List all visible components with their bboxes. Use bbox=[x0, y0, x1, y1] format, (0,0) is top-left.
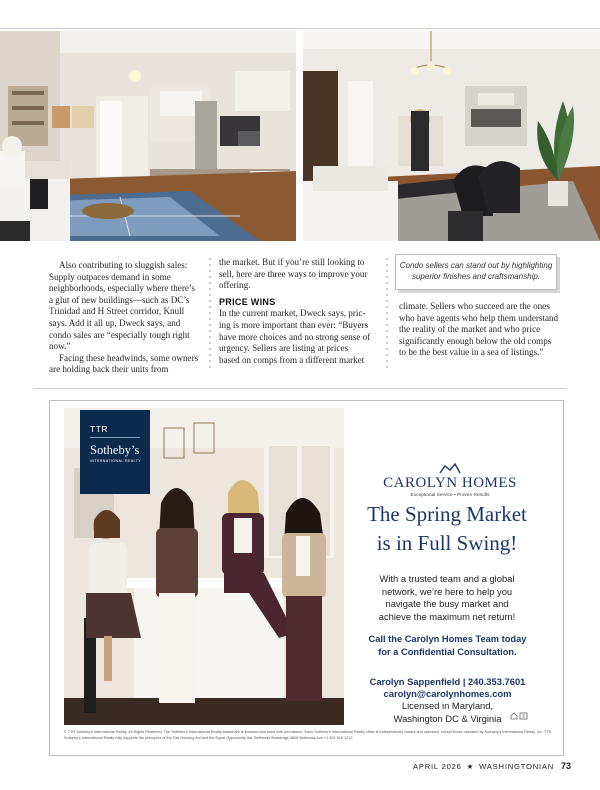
headline-line-2: is in Full Swing! bbox=[376, 531, 518, 555]
sothebys-subline: INTERNATIONAL REALTY bbox=[90, 459, 142, 463]
column-separator-dots bbox=[208, 256, 212, 370]
brand-name: CAROLYN HOMES bbox=[383, 475, 517, 491]
column-3-paragraph-1: climate. Sellers who succeed are the ones who have agents who help them understand the reality of the market and who price significantly enough below the old comps to be the best value in a sea of listings.” bbox=[399, 301, 559, 358]
body-line-2: network, we’re here to help you bbox=[381, 585, 513, 597]
brand-tagline: Exceptional Service • Proven Results bbox=[410, 493, 490, 498]
cta-line-1: Call the Carolyn Homes Team today bbox=[368, 634, 527, 644]
contact-email: carolyn@carolynhomes.com bbox=[383, 688, 512, 700]
ttr-label: TTR bbox=[90, 424, 109, 434]
column-separator-dots bbox=[385, 256, 389, 370]
license-line-2: Washington DC & Virginia bbox=[393, 712, 502, 724]
column-2-paragraph-1: the market. But if you’re still looking to sell, here are three ways to improve your offering. bbox=[219, 257, 368, 291]
crest-icon bbox=[439, 462, 461, 474]
sothebys-logo bbox=[80, 410, 150, 494]
living-room-illustration bbox=[0, 31, 296, 241]
license-line-1: Licensed in Maryland, bbox=[401, 700, 494, 712]
body-line-3: navigate the busy market and bbox=[385, 598, 509, 609]
photo-caption: Condo sellers can stand out by highlighting superior finishes and craftsmanship. bbox=[395, 254, 557, 290]
column-1-paragraph-2: Facing these headwinds, some owners are holding back their units from bbox=[49, 352, 199, 375]
person-4 bbox=[282, 498, 326, 701]
person-2 bbox=[156, 488, 198, 703]
article-column-2 bbox=[219, 257, 371, 366]
body-line-1: With a trusted team and a global bbox=[379, 573, 515, 584]
column-2-paragraph-2: In the current market, Dweck says, pricing is more important than ever: “Buyers have more choices and no strong sense of urgency. Sellers are listing at prices based on comps from a different market bbox=[219, 308, 371, 365]
section-heading: PRICE WINS bbox=[219, 296, 276, 307]
ad-fine-print: © TTR Sotheby’s International Realty. All Rights Reserved. The Sotheby’s International Realty trademark is licensed and used with permission. Each Sotheby’s International Realty office is independently owned and operated, except those operated by Sotheby’s International Realty, Inc. TTR Sotheby’s International Realty fully supports the principles of the Fair Housing Act and the Equal Opportunity Act. Bethesda Brokerage 4809 Bethesda Ave +1 301 516 1212 bbox=[64, 730, 552, 740]
top-rule bbox=[0, 28, 600, 29]
ad-headline bbox=[352, 500, 542, 558]
ad-call-to-action bbox=[355, 633, 540, 658]
ad-body-copy bbox=[365, 573, 529, 623]
headline-line-1: The Spring Market bbox=[367, 502, 527, 526]
cta-line-2: for a Confidential Consultation. bbox=[378, 646, 517, 657]
column-1-paragraph-1: Also contributing to sluggish sales: Supply outpaces demand in some neighborhoods, especially where there’s a glut of new buildings—such as DC’s Trinidad and H Street corridor, Knull says. Add it all up, Dweck says, and condo sales are “especially tough right now.” bbox=[49, 260, 195, 352]
equal-housing-icon bbox=[510, 712, 528, 720]
living-room-photo bbox=[0, 31, 296, 241]
dining-room-illustration bbox=[303, 31, 600, 241]
page-folio bbox=[413, 761, 572, 771]
issue-date: APRIL 2026 bbox=[413, 762, 462, 771]
logo-divider bbox=[90, 437, 140, 438]
body-line-4: achieve the maximum net return! bbox=[378, 610, 516, 622]
sothebys-wordmark: Sotheby’s bbox=[90, 443, 140, 457]
article-column-1 bbox=[49, 260, 199, 376]
page-number: 73 bbox=[561, 761, 572, 771]
dining-room-photo bbox=[303, 31, 600, 241]
section-rule bbox=[33, 388, 567, 389]
star-icon: ★ bbox=[466, 762, 475, 771]
magazine-name: WASHINGTONIAN bbox=[479, 762, 555, 771]
carolyn-homes-logo bbox=[380, 462, 520, 498]
contact-name-phone: Carolyn Sappenfield | 240.353.7601 bbox=[369, 676, 526, 687]
article-column-3 bbox=[399, 301, 559, 359]
